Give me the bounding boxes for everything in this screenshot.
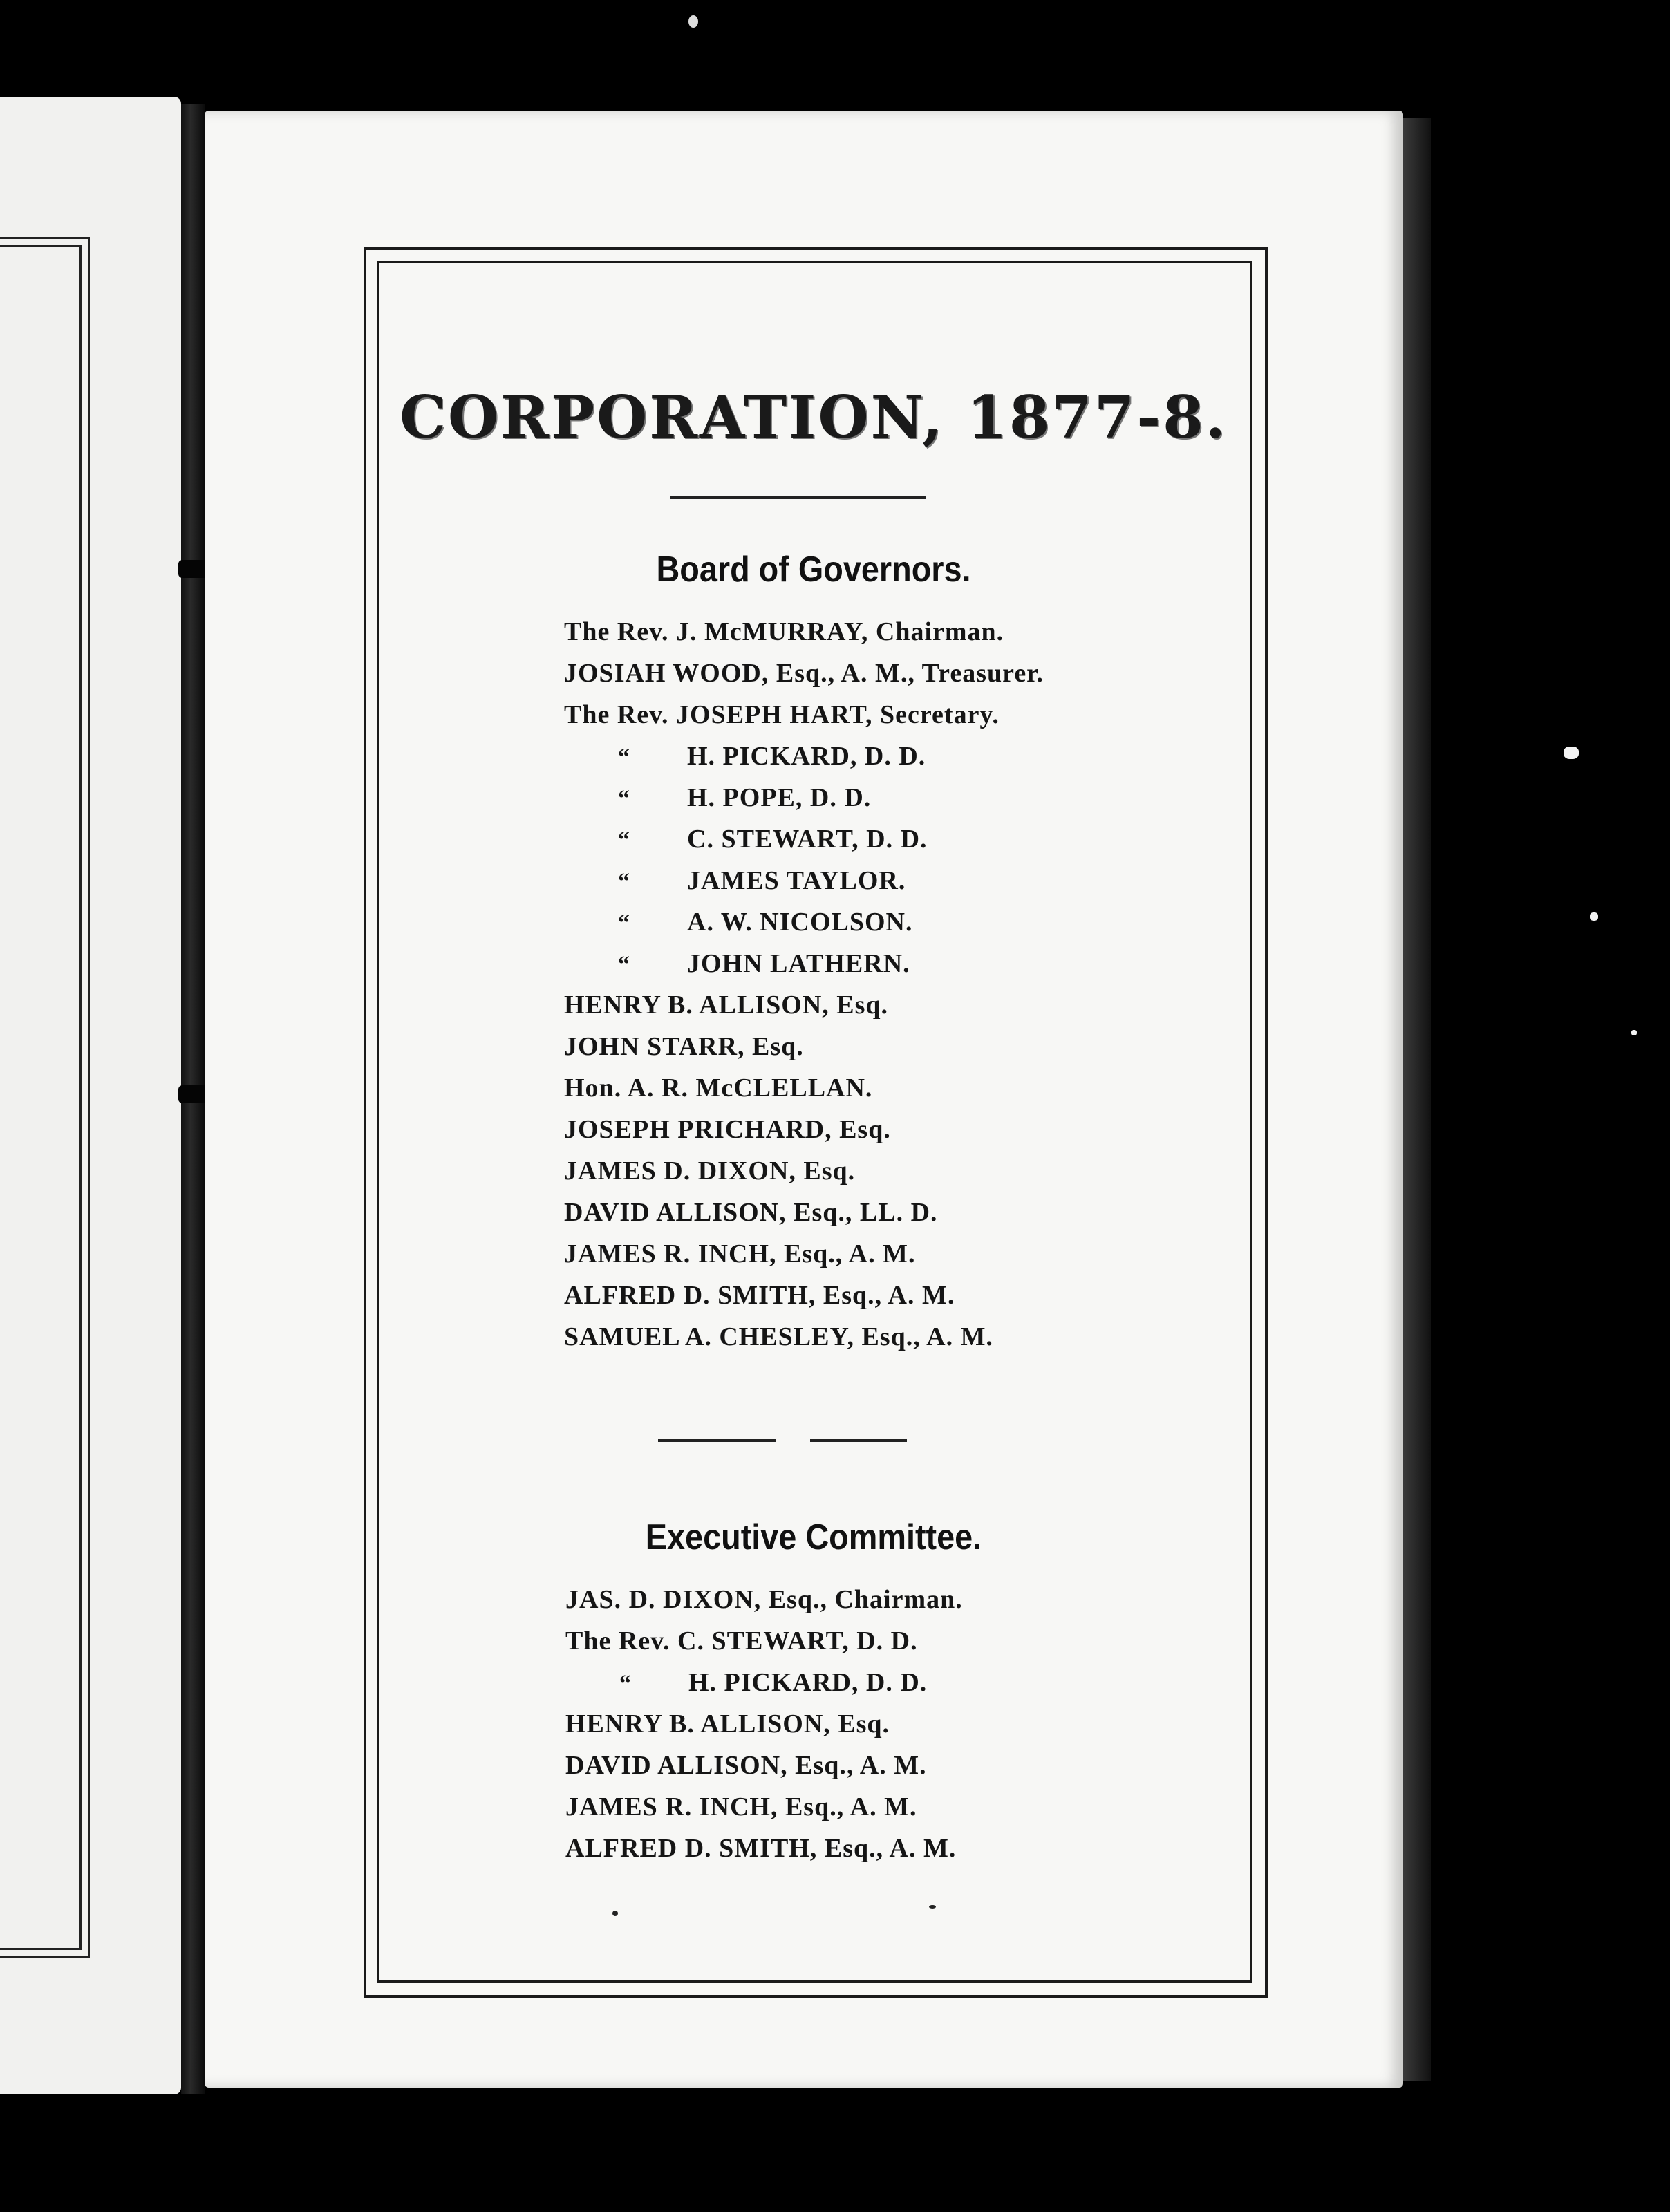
list-item [564, 1192, 1044, 1233]
section-divider-rule-left [658, 1439, 776, 1442]
entry-text: C. STEWART, D. D. [687, 825, 928, 854]
entry-text: H. PICKARD, D. D. [688, 1668, 928, 1697]
executive-committee-list [565, 1579, 963, 1869]
list-item [565, 1579, 963, 1620]
ditto-mark: “ [618, 744, 630, 770]
list-item [564, 653, 1044, 694]
scan-artifact [1590, 912, 1598, 921]
print-speck [612, 1911, 618, 1916]
entry-text: JAS. D. DIXON, Esq., Chairman. [565, 1585, 963, 1614]
list-item [564, 777, 1044, 818]
entry-text: Hon. A. R. McCLELLAN. [564, 1074, 873, 1103]
board-of-governors-list [564, 611, 1044, 1358]
page-edge-shadow [1403, 118, 1431, 2081]
scan-artifact [1631, 1030, 1637, 1035]
entry-text: JAMES R. INCH, Esq., A. M. [565, 1792, 917, 1821]
entry-text: HENRY B. ALLISON, Esq. [564, 991, 889, 1020]
ditto-mark: “ [618, 869, 630, 894]
page-content [382, 265, 1246, 1976]
list-item [565, 1620, 963, 1662]
entry-text: DAVID ALLISON, Esq., A. M. [565, 1751, 927, 1780]
list-item [564, 694, 1044, 735]
ditto-mark: “ [618, 910, 630, 936]
entry-text: SAMUEL A. CHESLEY, Esq., A. M. [564, 1322, 993, 1351]
list-item [565, 1786, 963, 1828]
list-item [564, 901, 1044, 943]
entry-text: HENRY B. ALLISON, Esq. [565, 1709, 890, 1738]
entry-text: JOHN LATHERN. [687, 949, 910, 978]
entry-text: JAMES D. DIXON, Esq. [564, 1156, 856, 1185]
ditto-mark: “ [619, 1671, 632, 1696]
list-item [564, 1150, 1044, 1192]
print-speck [929, 1905, 936, 1909]
board-of-governors-heading: Board of Governors. [656, 550, 971, 590]
entry-text: JOHN STARR, Esq. [564, 1032, 804, 1061]
left-facing-page [0, 97, 181, 2094]
list-item [565, 1662, 963, 1703]
ditto-mark: “ [618, 952, 630, 977]
ditto-mark: “ [618, 786, 630, 812]
page-title: CORPORATION, 1877-8. [400, 383, 1228, 451]
list-item [564, 860, 1044, 901]
list-item [564, 984, 1044, 1026]
executive-committee-heading: Executive Committee. [645, 1517, 982, 1557]
entry-text: The Rev. J. McMURRAY, Chairman. [564, 617, 1004, 646]
entry-text: JOSEPH PRICHARD, Esq. [564, 1115, 891, 1144]
entry-text: JOSIAH WOOD, Esq., A. M., Treasurer. [564, 659, 1044, 688]
list-item [565, 1828, 963, 1869]
list-item [564, 1275, 1044, 1316]
entry-text: ALFRED D. SMITH, Esq., A. M. [565, 1834, 957, 1863]
list-item [564, 735, 1044, 777]
section-divider-rule-right [810, 1439, 907, 1442]
entry-text: DAVID ALLISON, Esq., LL. D. [564, 1198, 938, 1227]
left-page-frame [0, 245, 82, 1950]
ditto-mark: “ [618, 827, 630, 853]
list-item [564, 1067, 1044, 1109]
list-item [565, 1745, 963, 1786]
scan-artifact [688, 15, 698, 28]
entry-text: The Rev. C. STEWART, D. D. [565, 1627, 918, 1656]
list-item [564, 611, 1044, 653]
list-item [564, 1233, 1044, 1275]
list-item [564, 1026, 1044, 1067]
list-item [564, 943, 1044, 984]
list-item [564, 1109, 1044, 1150]
entry-text: The Rev. JOSEPH HART, Secretary. [564, 700, 1000, 729]
entry-text: JAMES R. INCH, Esq., A. M. [564, 1239, 916, 1268]
entry-text: ALFRED D. SMITH, Esq., A. M. [564, 1281, 955, 1310]
entry-text: A. W. NICOLSON. [687, 908, 913, 937]
entry-text: H. POPE, D. D. [687, 783, 872, 812]
list-item [564, 1316, 1044, 1358]
list-item [565, 1703, 963, 1745]
scan-artifact [1564, 747, 1579, 759]
list-item [564, 818, 1044, 860]
entry-text: JAMES TAYLOR. [687, 866, 906, 895]
title-divider-rule [670, 496, 926, 499]
entry-text: H. PICKARD, D. D. [687, 742, 926, 771]
